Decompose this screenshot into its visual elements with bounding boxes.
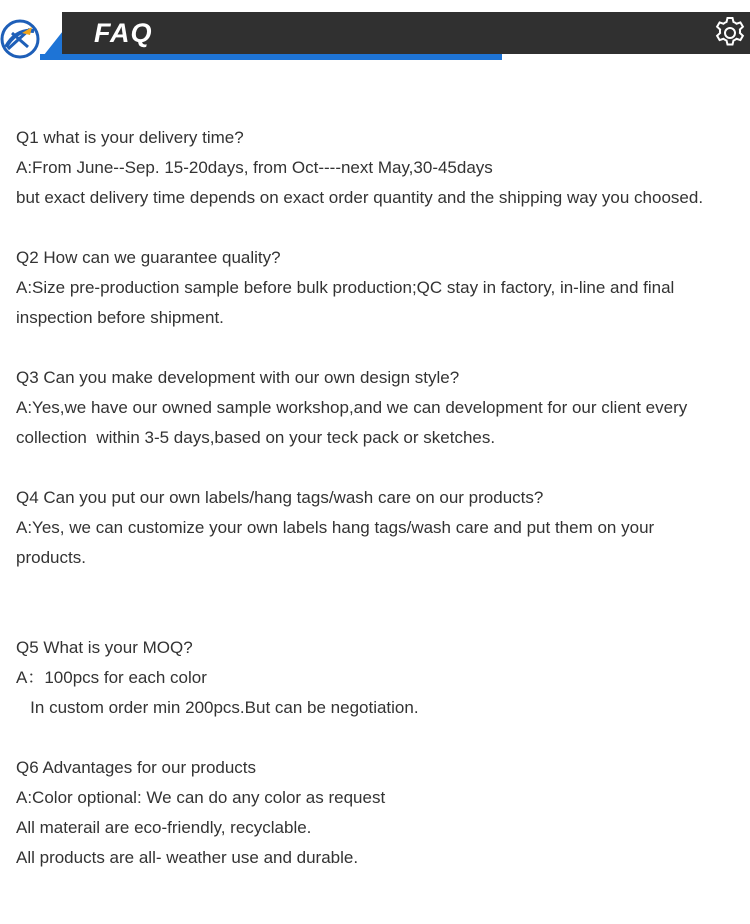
faq-item xyxy=(16,363,741,453)
faq-answer-line: inspection before shipment. xyxy=(16,308,224,327)
faq-item xyxy=(16,123,741,213)
faq-question: Q1 what is your delivery time? xyxy=(16,128,244,147)
header-underline xyxy=(40,54,502,60)
header-bar xyxy=(62,12,750,54)
faq-answer-line: All products are all- weather use and durable. xyxy=(16,848,359,867)
faq-answer-line: products. xyxy=(16,548,86,567)
faq-item xyxy=(16,483,741,573)
faq-question: Q2 How can we guarantee quality? xyxy=(16,248,281,267)
faq-answer-line: A:Yes,we have our owned sample workshop,and we can development for our client every xyxy=(16,398,688,417)
faq-question: Q4 Can you put our own labels/hang tags/wash care on our products? xyxy=(16,488,544,507)
faq-item xyxy=(16,243,741,333)
faq-item xyxy=(16,633,741,723)
faq-question: Q6 Advantages for our products xyxy=(16,758,257,777)
faq-item xyxy=(16,753,741,873)
faq-answer-line: A:From June--Sep. 15-20days, from Oct----next May,30-45days xyxy=(16,158,493,177)
faq-answer-line: All materail are eco-friendly, recyclable. xyxy=(16,818,312,837)
gear-icon[interactable] xyxy=(713,16,747,50)
brand-logo-icon xyxy=(0,19,40,59)
faq-answer-line: but exact delivery time depends on exact order quantity and the shipping way you choosed. xyxy=(16,188,704,207)
page-title: FAQ xyxy=(94,18,153,48)
faq-answer-line: collection within 3-5 days,based on your teck pack or sketches. xyxy=(16,428,496,447)
faq-answer-line: In custom order min 200pcs.But can be negotiation. xyxy=(16,698,419,717)
faq-question: Q3 Can you make development with our own design style? xyxy=(16,368,460,387)
faq-answer-line: A：100pcs for each color xyxy=(16,668,207,687)
faq-question: Q5 What is your MOQ? xyxy=(16,638,193,657)
faq-header xyxy=(0,0,750,64)
faq-list xyxy=(16,123,741,903)
faq-answer-line: A:Color optional: We can do any color as request xyxy=(16,788,386,807)
faq-answer-line: A:Yes, we can customize your own labels hang tags/wash care and put them on your xyxy=(16,518,655,537)
faq-answer-line: A:Size pre-production sample before bulk production;QC stay in factory, in-line and final xyxy=(16,278,675,297)
